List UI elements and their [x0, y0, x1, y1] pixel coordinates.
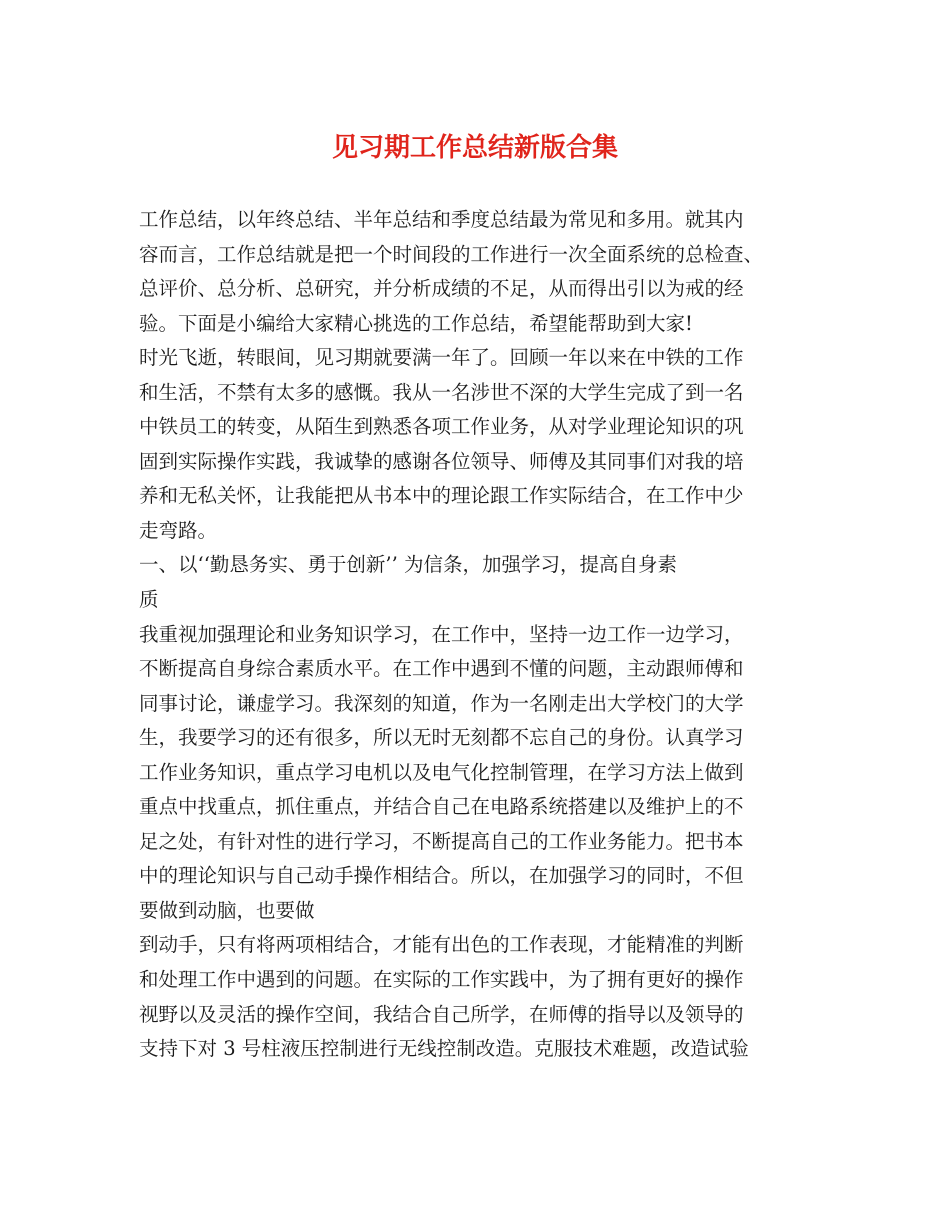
text-line: 视野以及灵活的操作空间，我结合自己所学，在师傅的指导以及领导的: [139, 1002, 744, 1026]
document-title: 见习期工作总结新版合集: [331, 133, 618, 163]
text-line: 时光飞逝，转眼间，见习期就要满一年了。回顾一年以来在中铁的工作: [139, 346, 744, 370]
text-line: 固到实际操作实践，我诚挚的感谢各位领导、师傅及其同事们对我的培: [139, 449, 744, 473]
text-line: 工作业务知识，重点学习电机以及电气化控制管理，在学习方法上做到: [139, 760, 744, 784]
text-line: 和生活，不禁有太多的感慨。我从一名涉世不深的大学生完成了到一名: [139, 380, 744, 404]
text-line: 到动手，只有将两项相结合，才能有出色的工作表现，才能精准的判断: [139, 933, 744, 957]
text-line: 养和无私关怀，让我能把从书本中的理论跟工作实际结合，在工作中少: [139, 484, 744, 508]
text-line: 中铁员工的转变，从陌生到熟悉各项工作业务，从对学业理论知识的巩: [139, 415, 744, 439]
text-line: 生，我要学习的还有很多，所以无时无刻都不忘自己的身份。认真学习: [139, 726, 744, 750]
text-line: 总评价、总分析、总研究，并分析成绩的不足，从而得出引以为戒的经: [139, 277, 744, 301]
text-line: 验。下面是小编给大家精心挑选的工作总结，希望能帮助到大家!: [139, 311, 693, 335]
text-line: 不断提高自身综合素质水平。在工作中遇到不懂的问题，主动跟师傅和: [139, 657, 744, 681]
text-line: 走弯路。: [139, 518, 218, 542]
text-line: 同事讨论，谦虚学习。我深刻的知道，作为一名刚走出大学校门的大学: [139, 691, 744, 715]
text-line: 和处理工作中遇到的问题。在实际的工作实践中，为了拥有更好的操作: [139, 968, 744, 992]
text-line: 要做到动脑，也要做: [139, 898, 315, 922]
document-body: [139, 203, 819, 1067]
text-line: 容而言，工作总结就是把一个时间段的工作进行一次全面系统的总检查、: [139, 242, 764, 266]
text-line: 我重视加强理论和业务知识学习，在工作中，坚持一边工作一边学习，: [139, 622, 744, 646]
text-line: 足之处，有针对性的进行学习，不断提高自己的工作业务能力。把书本: [139, 829, 744, 853]
text-line: 支持下对 3 号柱液压控制进行无线控制改造。克服技术难题，改造试验: [139, 1037, 749, 1061]
section-heading-line: 质: [139, 588, 159, 612]
text-line: 重点中找重点，抓住重点，并结合自己在电路系统搭建以及维护上的不: [139, 795, 744, 819]
text-line: 工作总结，以年终总结、半年总结和季度总结最为常见和多用。就其内: [139, 208, 744, 231]
section-heading-line: 一、以‘‘勤恳务实、勇于创新’’ 为信条，加强学习，提高自身素: [139, 553, 677, 577]
text-line: 中的理论知识与自己动手操作相结合。所以，在加强学习的同时，不但: [139, 864, 744, 888]
